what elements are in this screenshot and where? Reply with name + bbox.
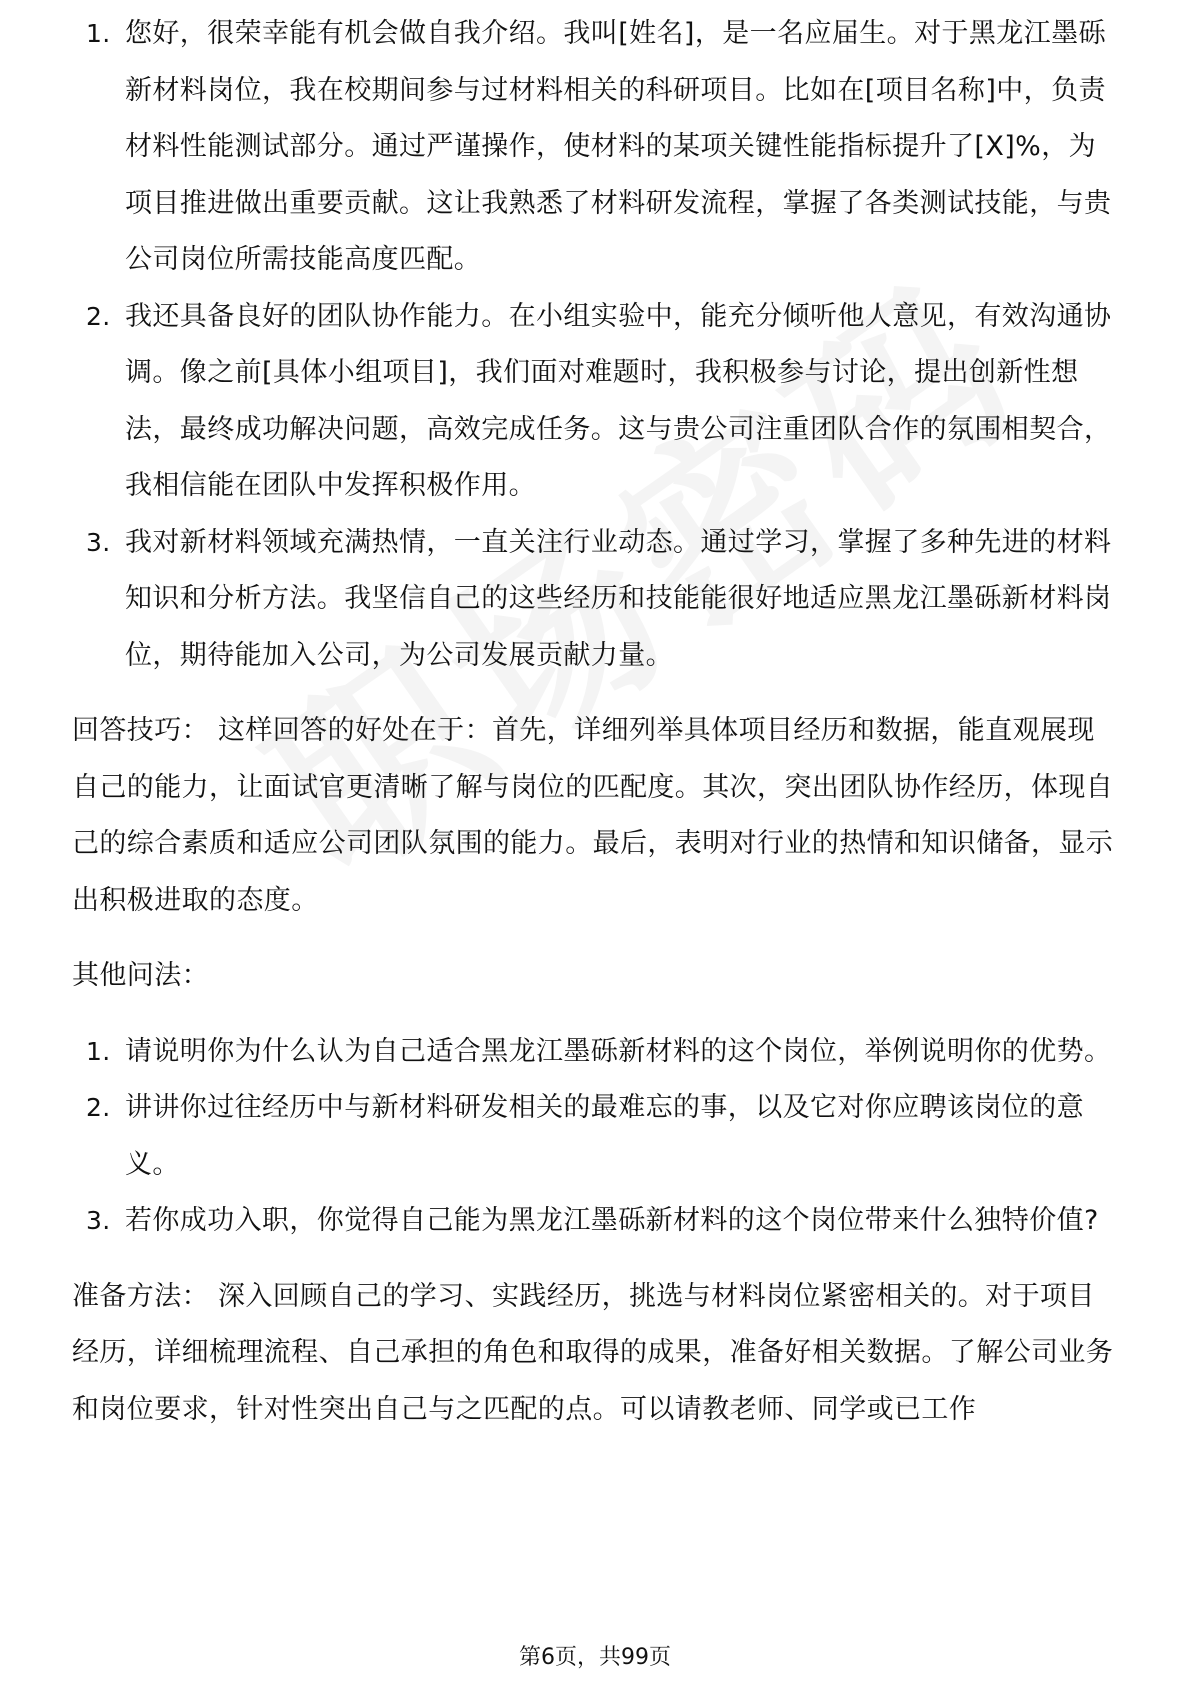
list-item-number: 3.	[86, 527, 111, 557]
list-item-text: 我还具备良好的团队协作能力。在小组实验中，能充分倾听他人意见，有效沟通协调。像之前[具体小组项目]，我们面对难题时，我积极参与讨论，提出创新性想法，最终成功解决问题，高效完成任务。这与贵公司注重团队合作的氛围相契合，我相信能在团队中发挥积极作用。	[125, 300, 1112, 501]
list-item-number: 2.	[86, 301, 111, 331]
other-questions-list	[72, 1024, 1122, 1250]
list-item-number: 3.	[86, 1206, 111, 1235]
list-item	[72, 515, 1122, 685]
list-item-number: 2.	[86, 1093, 111, 1122]
list-item	[72, 1080, 1122, 1193]
list-item-text: 我对新材料领域充满热情，一直关注行业动态。通过学习，掌握了多种先进的材料知识和分析方法。我坚信自己的这些经历和技能能很好地适应黑龙江墨砾新材料岗位，期待能加入公司，为公司发展贡献力量。	[125, 526, 1112, 671]
page-content	[72, 18, 1122, 1438]
answer-list	[72, 6, 1122, 684]
list-item-text: 讲讲你过往经历中与新材料研发相关的最难忘的事，以及它对你应聘该岗位的意义。	[125, 1092, 1084, 1180]
list-item	[72, 1024, 1122, 1081]
section-heading-other-questions: 其他问法：	[72, 960, 209, 991]
list-item	[72, 1193, 1122, 1250]
list-item-text: 您好，很荣幸能有机会做自我介绍。我叫[姓名]，是一名应届生。对于黑龙江墨砾新材料岗位，我在校期间参与过材料相关的科研项目。比如在[项目名称]中，负责材料性能测试部分。通过严谨操作，使材料的某项关键性能指标提升了[X]%，为项目推进做出重要贡献。这让我熟悉了材料研发流程，掌握了各类测试技能，与贵公司岗位所需技能高度匹配。	[125, 18, 1112, 275]
list-item-text: 请说明你为什么认为自己适合黑龙江墨砾新材料的这个岗位，举例说明你的优势。	[125, 1035, 1112, 1067]
list-item	[72, 6, 1122, 289]
list-item-number: 1.	[86, 1036, 111, 1066]
page-number: 第6页，共99页	[519, 1645, 671, 1670]
list-item	[72, 289, 1122, 515]
list-item-text: 若你成功入职，你觉得自己能为黑龙江墨砾新材料的这个岗位带来什么独特价值?	[125, 1205, 1099, 1236]
answer-tips: 回答技巧： 这样回答的好处在于：首先，详细列举具体项目经历和数据，能直观展现自己的能力，让面试官更清晰了解与岗位的匹配度。其次，突出团队协作经历，体现自己的综合素质和适应公司团队氛围的能力。最后，表明对行业的热情和知识储备，显示出积极进取的态度。	[72, 715, 1114, 916]
preparation-method: 准备方法： 深入回顾自己的学习、实践经历，挑选与材料岗位紧密相关的。对于项目经历，详细梳理流程、自己承担的角色和取得的成果，准备好相关数据。了解公司业务和岗位要求，针对性突出自己与之匹配的点。可以请教老师、同学或已工作	[72, 1280, 1114, 1425]
list-item-number: 1.	[86, 19, 111, 48]
